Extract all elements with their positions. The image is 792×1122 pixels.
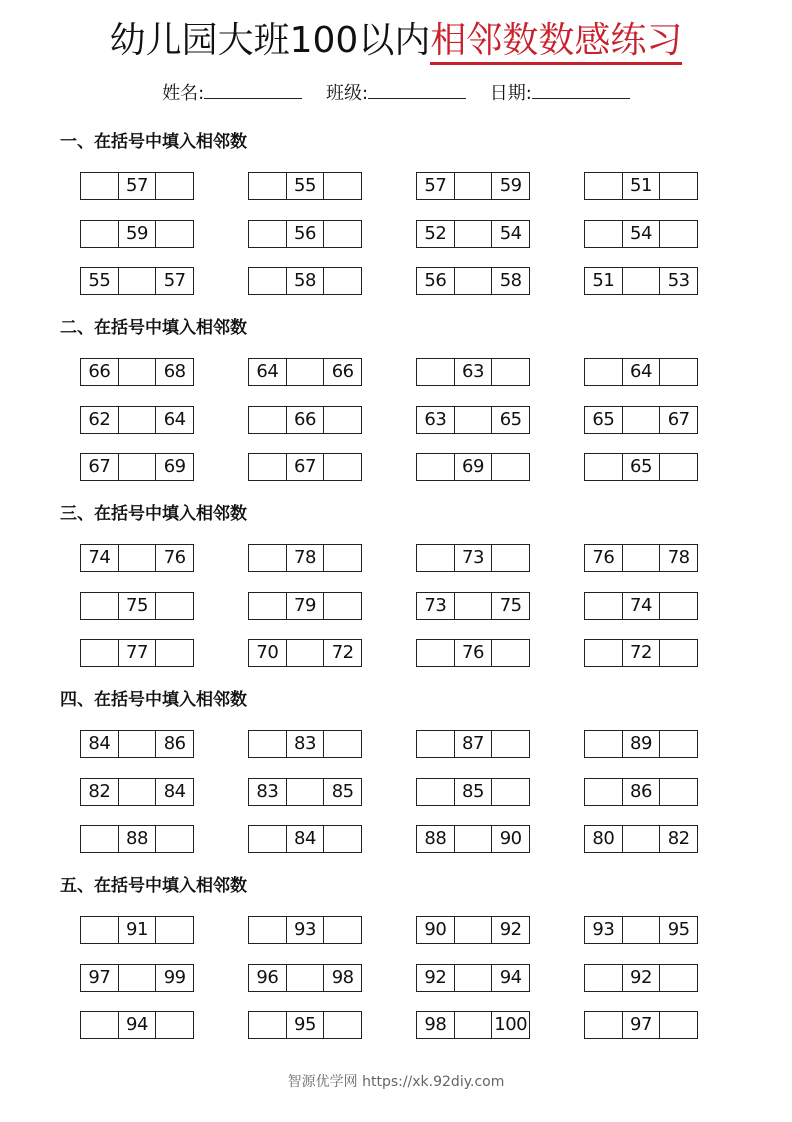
number-box xyxy=(80,916,194,944)
answer-blank-cell[interactable] xyxy=(491,545,529,571)
number-box xyxy=(416,406,530,434)
number-box xyxy=(416,592,530,620)
date-label: 日期: xyxy=(489,83,532,104)
given-number-cell: 66 xyxy=(88,361,111,382)
given-number-cell: 94 xyxy=(491,965,529,991)
given-number-cell: 100 xyxy=(491,1012,529,1038)
given-number-cell: 70 xyxy=(256,642,279,663)
given-number-cell: 51 xyxy=(592,270,615,291)
answer-blank-cell[interactable] xyxy=(286,965,324,991)
number-box xyxy=(248,406,362,434)
answer-blank-cell[interactable] xyxy=(323,454,361,480)
number-box xyxy=(248,267,362,295)
given-number-cell: 66 xyxy=(323,359,361,385)
given-number-cell: 78 xyxy=(286,545,324,571)
given-number-cell: 84 xyxy=(88,733,111,754)
given-number-cell: 90 xyxy=(424,919,447,940)
answer-blank-cell[interactable] xyxy=(417,731,454,757)
answer-blank-cell[interactable] xyxy=(454,593,492,619)
answer-blank-cell[interactable] xyxy=(659,731,697,757)
given-number-cell: 94 xyxy=(118,1012,156,1038)
given-number-cell: 93 xyxy=(286,917,324,943)
answer-blank-cell[interactable] xyxy=(622,268,660,294)
number-box xyxy=(248,964,362,992)
answer-blank-cell[interactable] xyxy=(155,593,193,619)
answer-blank-cell[interactable] xyxy=(249,173,286,199)
name-blank-line xyxy=(204,80,302,99)
given-number-cell: 85 xyxy=(454,779,492,805)
answer-blank-cell[interactable] xyxy=(417,545,454,571)
answer-blank-cell[interactable] xyxy=(323,173,361,199)
name-field xyxy=(162,80,302,106)
given-number-cell: 59 xyxy=(118,221,156,247)
given-number-cell: 65 xyxy=(622,454,660,480)
answer-blank-cell[interactable] xyxy=(454,826,492,852)
given-number-cell: 55 xyxy=(286,173,324,199)
number-box xyxy=(248,730,362,758)
given-number-cell: 65 xyxy=(592,409,615,430)
title-highlight: 相邻数数感练习 xyxy=(430,20,682,65)
answer-blank-cell[interactable] xyxy=(659,221,697,247)
number-box xyxy=(416,544,530,572)
number-box xyxy=(80,964,194,992)
answer-blank-cell[interactable] xyxy=(454,917,492,943)
answer-blank-cell[interactable] xyxy=(323,1012,361,1038)
section-title: 四、在括号中填入相邻数 xyxy=(60,690,247,710)
number-box xyxy=(584,220,698,248)
answer-blank-cell[interactable] xyxy=(659,173,697,199)
answer-blank-cell[interactable] xyxy=(585,173,622,199)
answer-blank-cell[interactable] xyxy=(323,407,361,433)
answer-blank-cell[interactable] xyxy=(659,593,697,619)
number-box xyxy=(248,639,362,667)
number-box xyxy=(80,406,194,434)
given-number-cell: 51 xyxy=(622,173,660,199)
given-number-cell: 76 xyxy=(592,547,615,568)
answer-blank-cell[interactable] xyxy=(118,268,156,294)
number-box xyxy=(416,778,530,806)
answer-blank-cell[interactable] xyxy=(585,779,622,805)
answer-blank-cell[interactable] xyxy=(454,965,492,991)
given-number-cell: 79 xyxy=(286,593,324,619)
given-number-cell: 86 xyxy=(155,731,193,757)
answer-blank-cell[interactable] xyxy=(323,917,361,943)
number-box xyxy=(80,778,194,806)
answer-blank-cell[interactable] xyxy=(118,779,156,805)
answer-blank-cell[interactable] xyxy=(323,731,361,757)
section-title: 三、在括号中填入相邻数 xyxy=(60,504,247,524)
worksheet-title xyxy=(0,18,792,64)
given-number-cell: 59 xyxy=(491,173,529,199)
answer-blank-cell[interactable] xyxy=(417,359,454,385)
answer-blank-cell[interactable] xyxy=(417,640,454,666)
answer-blank-cell[interactable] xyxy=(659,359,697,385)
given-number-cell: 53 xyxy=(659,268,697,294)
number-box xyxy=(584,592,698,620)
number-box xyxy=(584,964,698,992)
answer-blank-cell[interactable] xyxy=(249,221,286,247)
given-number-cell: 87 xyxy=(454,731,492,757)
answer-blank-cell[interactable] xyxy=(155,640,193,666)
answer-blank-cell[interactable] xyxy=(249,545,286,571)
answer-blank-cell[interactable] xyxy=(454,268,492,294)
student-info-row xyxy=(0,80,792,106)
number-box xyxy=(80,639,194,667)
given-number-cell: 83 xyxy=(256,781,279,802)
answer-blank-cell[interactable] xyxy=(249,268,286,294)
number-box xyxy=(80,592,194,620)
number-box xyxy=(80,267,194,295)
answer-blank-cell[interactable] xyxy=(249,731,286,757)
answer-blank-cell[interactable] xyxy=(454,173,492,199)
number-box xyxy=(584,172,698,200)
answer-blank-cell[interactable] xyxy=(118,731,156,757)
given-number-cell: 92 xyxy=(491,917,529,943)
footer-watermark: 智源优学网 https://xk.92diy.com xyxy=(287,1074,505,1090)
answer-blank-cell[interactable] xyxy=(585,965,622,991)
given-number-cell: 64 xyxy=(256,361,279,382)
answer-blank-cell[interactable] xyxy=(491,731,529,757)
given-number-cell: 91 xyxy=(118,917,156,943)
answer-blank-cell[interactable] xyxy=(622,826,660,852)
number-box xyxy=(248,1011,362,1039)
given-number-cell: 93 xyxy=(592,919,615,940)
answer-blank-cell[interactable] xyxy=(118,545,156,571)
given-number-cell: 95 xyxy=(286,1012,324,1038)
number-box xyxy=(416,453,530,481)
answer-blank-cell[interactable] xyxy=(491,454,529,480)
number-box xyxy=(584,916,698,944)
given-number-cell: 58 xyxy=(286,268,324,294)
answer-blank-cell[interactable] xyxy=(155,221,193,247)
answer-blank-cell[interactable] xyxy=(249,454,286,480)
given-number-cell: 88 xyxy=(424,828,447,849)
given-number-cell: 97 xyxy=(88,967,111,988)
given-number-cell: 82 xyxy=(659,826,697,852)
number-box xyxy=(248,220,362,248)
date-blank-line xyxy=(532,80,630,99)
given-number-cell: 57 xyxy=(118,173,156,199)
name-label: 姓名: xyxy=(162,83,205,104)
number-box xyxy=(248,825,362,853)
class-label: 班级: xyxy=(325,83,369,104)
answer-blank-cell[interactable] xyxy=(491,359,529,385)
answer-blank-cell[interactable] xyxy=(585,359,622,385)
number-box xyxy=(416,358,530,386)
given-number-cell: 72 xyxy=(622,640,660,666)
answer-blank-cell[interactable] xyxy=(659,779,697,805)
given-number-cell: 83 xyxy=(286,731,324,757)
number-box xyxy=(416,267,530,295)
answer-blank-cell[interactable] xyxy=(585,221,622,247)
answer-blank-cell[interactable] xyxy=(622,407,660,433)
answer-blank-cell[interactable] xyxy=(622,545,660,571)
number-box xyxy=(248,778,362,806)
number-box xyxy=(584,358,698,386)
answer-blank-cell[interactable] xyxy=(249,593,286,619)
given-number-cell: 63 xyxy=(424,409,447,430)
given-number-cell: 78 xyxy=(659,545,697,571)
given-number-cell: 65 xyxy=(491,407,529,433)
number-box xyxy=(80,544,194,572)
answer-blank-cell[interactable] xyxy=(81,593,118,619)
given-number-cell: 99 xyxy=(155,965,193,991)
answer-blank-cell[interactable] xyxy=(249,407,286,433)
given-number-cell: 62 xyxy=(88,409,111,430)
section-title: 一、在括号中填入相邻数 xyxy=(60,132,247,152)
given-number-cell: 58 xyxy=(491,268,529,294)
number-box xyxy=(248,544,362,572)
number-box xyxy=(80,172,194,200)
given-number-cell: 98 xyxy=(424,1014,447,1035)
given-number-cell: 76 xyxy=(454,640,492,666)
given-number-cell: 68 xyxy=(155,359,193,385)
given-number-cell: 80 xyxy=(592,828,615,849)
given-number-cell: 72 xyxy=(323,640,361,666)
answer-blank-cell[interactable] xyxy=(155,917,193,943)
answer-blank-cell[interactable] xyxy=(81,917,118,943)
class-blank-line xyxy=(368,80,466,99)
given-number-cell: 54 xyxy=(622,221,660,247)
given-number-cell: 54 xyxy=(491,221,529,247)
answer-blank-cell[interactable] xyxy=(286,779,324,805)
answer-blank-cell[interactable] xyxy=(323,221,361,247)
answer-blank-cell[interactable] xyxy=(491,640,529,666)
given-number-cell: 89 xyxy=(622,731,660,757)
answer-blank-cell[interactable] xyxy=(118,359,156,385)
number-box xyxy=(80,1011,194,1039)
answer-blank-cell[interactable] xyxy=(155,1012,193,1038)
answer-blank-cell[interactable] xyxy=(417,454,454,480)
answer-blank-cell[interactable] xyxy=(81,826,118,852)
section-title: 五、在括号中填入相邻数 xyxy=(60,876,247,896)
given-number-cell: 84 xyxy=(155,779,193,805)
given-number-cell: 97 xyxy=(622,1012,660,1038)
given-number-cell: 88 xyxy=(118,826,156,852)
answer-blank-cell[interactable] xyxy=(323,593,361,619)
given-number-cell: 67 xyxy=(286,454,324,480)
answer-blank-cell[interactable] xyxy=(81,1012,118,1038)
given-number-cell: 56 xyxy=(286,221,324,247)
number-box xyxy=(584,778,698,806)
given-number-cell: 75 xyxy=(118,593,156,619)
number-box xyxy=(584,544,698,572)
given-number-cell: 57 xyxy=(424,175,447,196)
number-box xyxy=(416,730,530,758)
given-number-cell: 90 xyxy=(491,826,529,852)
given-number-cell: 74 xyxy=(88,547,111,568)
given-number-cell: 69 xyxy=(155,454,193,480)
answer-blank-cell[interactable] xyxy=(659,454,697,480)
answer-blank-cell[interactable] xyxy=(585,640,622,666)
number-box xyxy=(80,220,194,248)
answer-blank-cell[interactable] xyxy=(118,407,156,433)
answer-blank-cell[interactable] xyxy=(454,407,492,433)
number-box xyxy=(416,220,530,248)
answer-blank-cell[interactable] xyxy=(417,779,454,805)
answer-blank-cell[interactable] xyxy=(491,779,529,805)
given-number-cell: 95 xyxy=(659,917,697,943)
number-box xyxy=(584,730,698,758)
number-box xyxy=(80,730,194,758)
given-number-cell: 92 xyxy=(622,965,660,991)
answer-blank-cell[interactable] xyxy=(323,545,361,571)
number-box xyxy=(584,406,698,434)
answer-blank-cell[interactable] xyxy=(155,826,193,852)
given-number-cell: 84 xyxy=(286,826,324,852)
given-number-cell: 86 xyxy=(622,779,660,805)
answer-blank-cell[interactable] xyxy=(659,1012,697,1038)
given-number-cell: 56 xyxy=(424,270,447,291)
number-box xyxy=(416,172,530,200)
answer-blank-cell[interactable] xyxy=(81,173,118,199)
answer-blank-cell[interactable] xyxy=(659,640,697,666)
number-box xyxy=(584,825,698,853)
given-number-cell: 98 xyxy=(323,965,361,991)
given-number-cell: 74 xyxy=(622,593,660,619)
given-number-cell: 52 xyxy=(424,223,447,244)
given-number-cell: 67 xyxy=(88,456,111,477)
given-number-cell: 76 xyxy=(155,545,193,571)
given-number-cell: 55 xyxy=(88,270,111,291)
number-box xyxy=(248,916,362,944)
answer-blank-cell[interactable] xyxy=(286,359,324,385)
given-number-cell: 64 xyxy=(622,359,660,385)
given-number-cell: 82 xyxy=(88,781,111,802)
number-box xyxy=(416,916,530,944)
answer-blank-cell[interactable] xyxy=(118,454,156,480)
number-box xyxy=(416,639,530,667)
answer-blank-cell[interactable] xyxy=(585,1012,622,1038)
given-number-cell: 63 xyxy=(454,359,492,385)
answer-blank-cell[interactable] xyxy=(81,221,118,247)
answer-blank-cell[interactable] xyxy=(585,593,622,619)
number-box xyxy=(248,592,362,620)
number-box xyxy=(584,1011,698,1039)
answer-blank-cell[interactable] xyxy=(155,173,193,199)
answer-blank-cell[interactable] xyxy=(659,965,697,991)
answer-blank-cell[interactable] xyxy=(118,965,156,991)
number-box xyxy=(80,358,194,386)
given-number-cell: 73 xyxy=(424,595,447,616)
given-number-cell: 66 xyxy=(286,407,324,433)
given-number-cell: 92 xyxy=(424,967,447,988)
given-number-cell: 67 xyxy=(659,407,697,433)
answer-blank-cell[interactable] xyxy=(585,454,622,480)
number-box xyxy=(416,825,530,853)
answer-blank-cell[interactable] xyxy=(622,917,660,943)
answer-blank-cell[interactable] xyxy=(323,268,361,294)
date-field xyxy=(490,80,630,106)
number-box xyxy=(416,964,530,992)
number-box xyxy=(248,172,362,200)
given-number-cell: 85 xyxy=(323,779,361,805)
class-field xyxy=(326,80,466,106)
given-number-cell: 73 xyxy=(454,545,492,571)
number-box xyxy=(248,453,362,481)
given-number-cell: 96 xyxy=(256,967,279,988)
number-box xyxy=(584,453,698,481)
answer-blank-cell[interactable] xyxy=(454,1012,492,1038)
number-box xyxy=(416,1011,530,1039)
given-number-cell: 64 xyxy=(155,407,193,433)
given-number-cell: 75 xyxy=(491,593,529,619)
number-box xyxy=(248,358,362,386)
number-box xyxy=(80,825,194,853)
number-box xyxy=(80,453,194,481)
title-main: 幼儿园大班100以内 xyxy=(109,20,431,61)
answer-blank-cell[interactable] xyxy=(585,731,622,757)
number-box xyxy=(584,639,698,667)
answer-blank-cell[interactable] xyxy=(249,826,286,852)
answer-blank-cell[interactable] xyxy=(249,1012,286,1038)
answer-blank-cell[interactable] xyxy=(323,826,361,852)
answer-blank-cell[interactable] xyxy=(81,640,118,666)
answer-blank-cell[interactable] xyxy=(286,640,324,666)
given-number-cell: 77 xyxy=(118,640,156,666)
number-box xyxy=(584,267,698,295)
given-number-cell: 57 xyxy=(155,268,193,294)
section-title: 二、在括号中填入相邻数 xyxy=(60,318,247,338)
answer-blank-cell[interactable] xyxy=(454,221,492,247)
answer-blank-cell[interactable] xyxy=(249,917,286,943)
given-number-cell: 69 xyxy=(454,454,492,480)
